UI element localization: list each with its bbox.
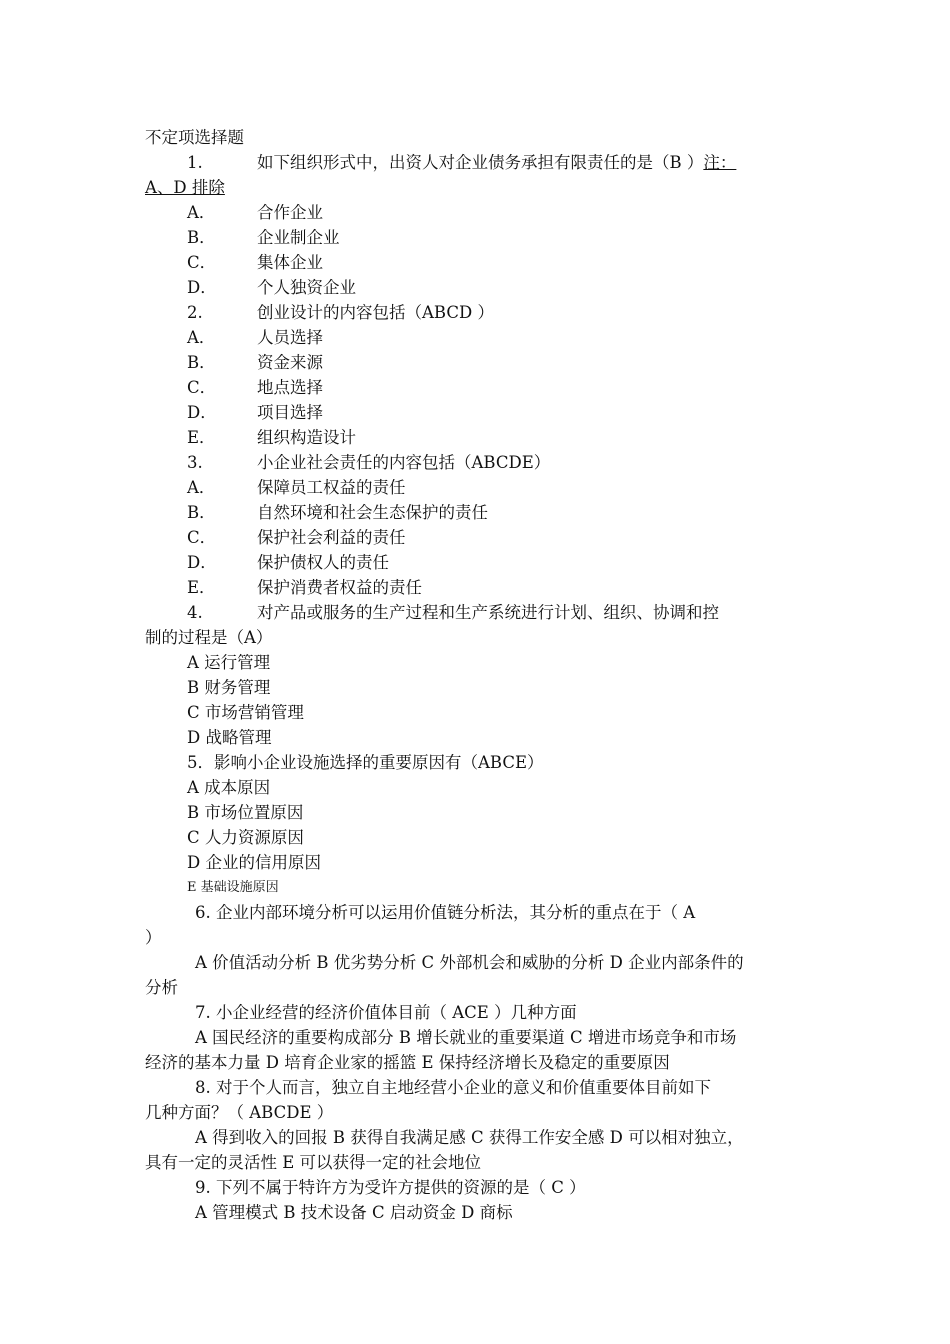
question-text-cont: ）: [145, 928, 162, 947]
question-text-cont: 几种方面？（ ABCDE ）: [145, 1103, 334, 1122]
option: D． 个人独资企业: [187, 278, 356, 297]
question-5: 5．影响小企业设施选择的重要原因有（ABCE）: [187, 753, 544, 772]
options-line-cont: 具有一定的灵活性 E 可以获得一定的社会地位: [145, 1153, 482, 1172]
options-line: A 价值活动分析 B 优劣势分析 C 外部机会和威胁的分析 D 企业内部条件的: [195, 953, 744, 972]
option: B． 资金来源: [187, 353, 323, 372]
question-6: 6. 企业内部环境分析可以运用价值链分析法，其分析的重点在于（ A: [195, 903, 696, 922]
option: A 成本原因: [187, 778, 271, 797]
option: A． 合作企业: [187, 203, 323, 222]
question-2: [187, 300, 494, 325]
question-text: 创业设计的内容包括（ABCD ）: [257, 303, 494, 322]
options-line: A 国民经济的重要构成部分 B 增长就业的重要渠道 C 增进市场竞争和市场: [195, 1028, 737, 1047]
option: A． 人员选择: [187, 328, 323, 347]
option: D． 保护债权人的责任: [187, 553, 389, 572]
option: C 市场营销管理: [187, 703, 304, 722]
question-number: 3.: [187, 453, 203, 472]
question-9: 9. 下列不属于特许方为受许方提供的资源的是（ C ）: [195, 1178, 586, 1197]
option: D． 项目选择: [187, 403, 323, 422]
question-number: 4.: [187, 603, 203, 622]
question-7: 7. 小企业经营的经济价值体目前（ ACE ）几种方面: [195, 1003, 577, 1022]
options-line-cont: 经济的基本力量 D 培育企业家的摇篮 E 保持经济增长及稳定的重要原因: [145, 1053, 670, 1072]
option: E． 组织构造设计: [187, 428, 356, 447]
question-1: [187, 150, 736, 175]
question-4: [187, 600, 719, 625]
question-note: 注：: [703, 153, 737, 172]
question-number: 2.: [187, 303, 203, 322]
option: E 基础设施原因: [187, 880, 279, 895]
option: E． 保护消费者权益的责任: [187, 578, 422, 597]
question-text: 小企业社会责任的内容包括（ABCDE）: [257, 453, 551, 472]
option: B． 企业制企业: [187, 228, 340, 247]
option: D 企业的信用原因: [187, 853, 321, 872]
option: A． 保障员工权益的责任: [187, 478, 406, 497]
option: C． 保护社会利益的责任: [187, 528, 406, 547]
question-3: [187, 450, 550, 475]
question-number: 1.: [187, 153, 203, 172]
option: C 人力资源原因: [187, 828, 304, 847]
question-text-cont: 制的过程是（A）: [145, 628, 273, 647]
section-title: 不定项选择题: [145, 128, 244, 147]
option: A 运行管理: [187, 653, 271, 672]
question-8: 8. 对于个人而言，独立自主地经营小企业的意义和价值重要体目前如下: [195, 1078, 711, 1097]
option: D 战略管理: [187, 728, 272, 747]
option: C． 地点选择: [187, 378, 323, 397]
option: B． 自然环境和社会生态保护的责任: [187, 503, 488, 522]
question-text: 如下组织形式中，出资人对企业债务承担有限责任的是（B ）: [257, 153, 704, 172]
option: B 财务管理: [187, 678, 271, 697]
option: B 市场位置原因: [187, 803, 304, 822]
question-text: 对产品或服务的生产过程和生产系统进行计划、组织、协调和控: [257, 603, 719, 622]
option: C． 集体企业: [187, 253, 323, 272]
options-line: A 管理模式 B 技术设备 C 启动资金 D 商标: [195, 1203, 513, 1222]
options-line: A 得到收入的回报 B 获得自我满足感 C 获得工作安全感 D 可以相对独立，: [195, 1128, 744, 1147]
options-line-cont: 分析: [145, 978, 178, 997]
question-note-cont: A、D 排除: [145, 178, 225, 197]
